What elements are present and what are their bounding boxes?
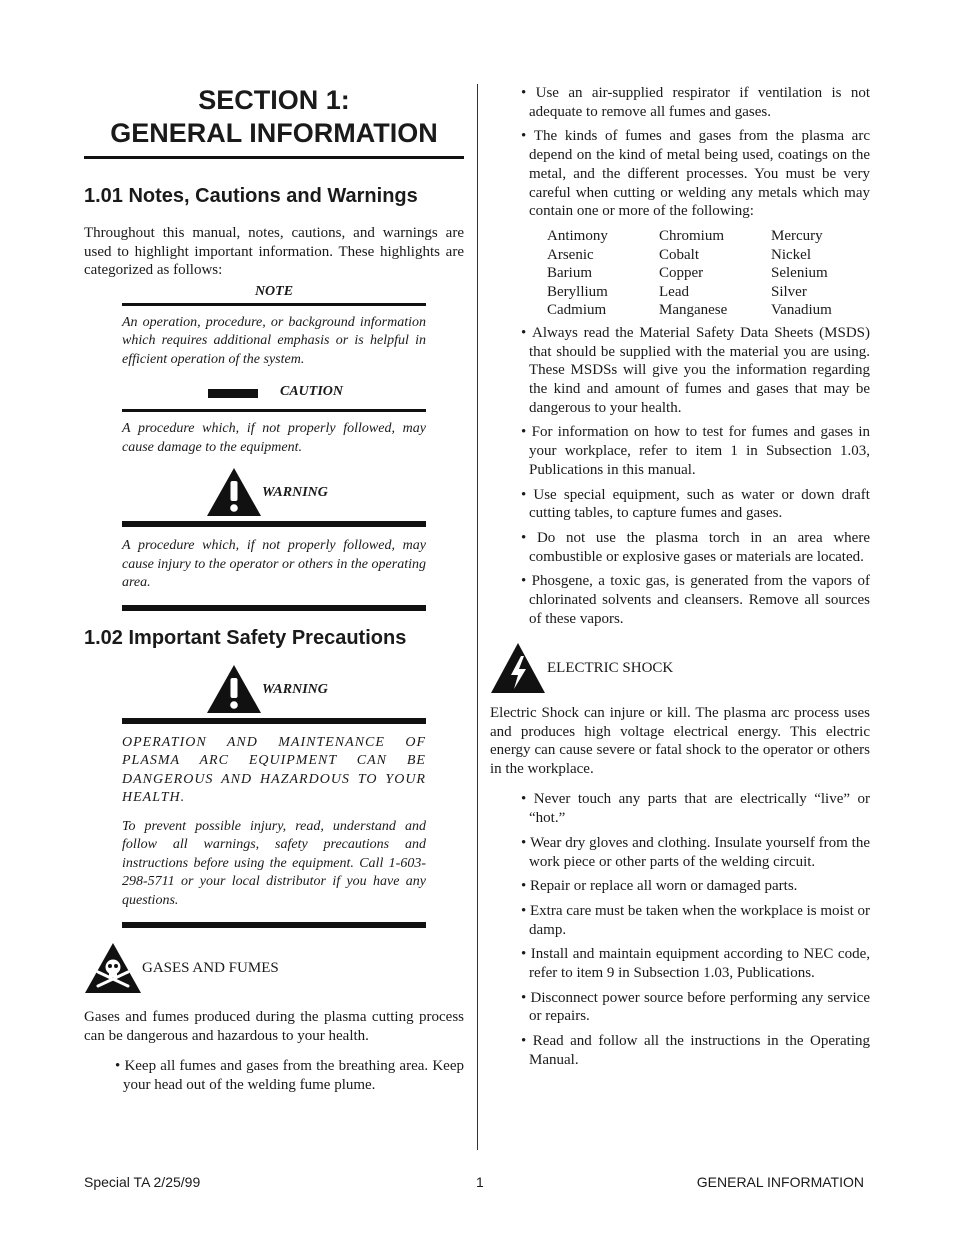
safety-warning-box	[122, 664, 426, 929]
gases-fumes-header	[84, 942, 464, 996]
metals-list	[547, 227, 870, 320]
gases-left-bullets	[84, 1057, 464, 1094]
lightning-bolt-icon	[490, 642, 546, 694]
note-title: NOTE	[254, 283, 294, 299]
warning-top-rule	[122, 521, 426, 527]
metal-item: Barium	[547, 265, 592, 282]
warning-triangle-icon	[206, 467, 262, 517]
metal-item: Beryllium	[547, 283, 608, 300]
metal-item: Copper	[659, 265, 704, 282]
note-text: An operation, procedure, or background information which requires additional emphasis or is helpful in efficient operation of the system.	[122, 314, 426, 367]
metal-item: Mercury	[771, 227, 823, 244]
safety-warning-top-rule	[122, 718, 426, 724]
section-title-line2: GENERAL INFORMATION	[110, 118, 438, 148]
warning-box	[122, 467, 426, 611]
metal-item: Selenium	[771, 265, 828, 282]
note-rule	[122, 303, 426, 306]
metal-item: Chromium	[659, 227, 725, 244]
list-item: • Keep all fumes and gases from the breathing area. Keep your head out of the welding fume plume.	[84, 1057, 464, 1094]
safety-warning-caps-text: OPERATION AND MAINTENANCE OF PLASMA ARC EQUIPMENT CAN BE DANGEROUS AND HAZARDOUS TO YOUR HEALTH.	[122, 734, 426, 805]
gases-fumes-label: GASES AND FUMES	[142, 960, 279, 976]
list-item: • Never touch any parts that are electrically “live” or “hot.”	[490, 790, 870, 827]
heading-1-01: 1.01 Notes, Cautions and Warnings	[84, 185, 418, 207]
list-item: • Read and follow all the instructions in the Operating Manual.	[490, 1032, 870, 1069]
list-item: • Use an air-supplied respirator if ventilation is not adequate to remove all fumes and gases.	[490, 84, 870, 121]
gases-right-bullets-a	[490, 84, 870, 221]
list-item: • Disconnect power source before performing any service or repairs.	[490, 989, 870, 1026]
skull-crossbones-icon	[84, 942, 142, 994]
shock-bullets	[490, 790, 870, 1069]
page-number: 1	[476, 1174, 484, 1190]
list-item: • For information on how to test for fumes and gases in your workplace, refer to item 1 in Subsection 1.03, Publications in this manual.	[490, 423, 870, 479]
warning-triangle-icon	[206, 664, 262, 714]
intro-paragraph: Throughout this manual, notes, cautions, and warnings are used to highlight important information. These highlights are categorized as follows:	[84, 225, 464, 278]
electric-shock-label: ELECTRIC SHOCK	[547, 660, 674, 677]
section-title-line1: SECTION 1:	[198, 85, 350, 115]
footer-left: Special TA 2/25/99	[84, 1174, 201, 1190]
section-title	[84, 84, 464, 159]
metal-item: Cadmium	[547, 302, 607, 319]
metal-item: Silver	[771, 283, 807, 300]
gases-intro: Gases and fumes produced during the plasma cutting process can be dangerous and hazardous to your health.	[84, 1009, 464, 1044]
caution-text: A procedure which, if not properly followed, may cause damage to the equipment.	[122, 421, 426, 455]
metal-item: Cobalt	[659, 246, 699, 263]
safety-warning-bottom-rule	[122, 922, 426, 928]
heading-1-02: 1.02 Important Safety Precautions	[84, 626, 407, 649]
caution-rule	[122, 409, 426, 412]
note-box	[122, 284, 426, 370]
safety-warning-title: WARNING	[262, 681, 328, 697]
metal-item: Manganese	[659, 302, 728, 319]
list-item: • Wear dry gloves and clothing. Insulate yourself from the work piece or other parts of the welding circuit.	[490, 834, 870, 871]
electric-shock-header	[490, 642, 870, 696]
safety-warning-header	[122, 664, 426, 718]
shock-intro: Electric Shock can injure or kill. The plasma arc process uses and produces high voltage electrical energy. This electric energy can cause severe or fatal shock to the operator or others in the workplace.	[490, 705, 870, 777]
safety-warning-text: To prevent possible injury, read, understand and follow all warnings, safety precautions and instructions before using the equipment. Call 1-603-298-5711 or your local distributor if you have any questions.	[122, 818, 426, 908]
list-item: • Install and maintain equipment according to NEC code, refer to item 9 in Subsection 1.03, Publications.	[490, 945, 870, 982]
left-column	[84, 84, 464, 1100]
list-item: • Repair or replace all worn or damaged parts.	[490, 877, 870, 896]
warning-header	[122, 467, 426, 521]
right-column	[490, 84, 870, 1076]
list-item: • Always read the Material Safety Data Sheets (MSDS) that should be supplied with the material you are using. These MSDSs will give you the information regarding the kind and amount of fumes and gases that may be dangerous to your health.	[490, 324, 870, 418]
list-item: • The kinds of fumes and gases from the plasma arc depend on the kind of metal being used, coatings on the metal, and the different processes. You must be very careful when cutting or welding any metals which may contain one or more of the following:	[490, 127, 870, 221]
footer-right: GENERAL INFORMATION	[696, 1174, 864, 1190]
caution-title: CAUTION	[280, 384, 344, 399]
metal-item: Nickel	[771, 246, 811, 263]
list-item: • Extra care must be taken when the workplace is moist or damp.	[490, 902, 870, 939]
caution-bar-icon	[208, 389, 258, 398]
gases-right-bullets-b	[490, 324, 870, 629]
metal-item: Lead	[659, 283, 689, 300]
warning-bottom-rule	[122, 605, 426, 611]
list-item: • Phosgene, a toxic gas, is generated from the vapors of chlorinated solvents and cleansers. Remove all sources of these vapors.	[490, 572, 870, 628]
list-item: • Do not use the plasma torch in an area where combustible or explosive gases or materials are located.	[490, 529, 870, 566]
warning-title: WARNING	[262, 485, 328, 500]
metal-item: Arsenic	[547, 246, 594, 263]
metal-item: Vanadium	[771, 302, 832, 319]
list-item: • Use special equipment, such as water or down draft cutting tables, to capture fumes and gases.	[490, 486, 870, 523]
caution-box	[122, 383, 426, 457]
metal-item: Antimony	[547, 227, 608, 244]
warning-text: A procedure which, if not properly followed, may cause injury to the operator or others in the operating area.	[122, 538, 426, 590]
caution-header	[122, 383, 426, 407]
column-divider	[477, 84, 478, 1150]
